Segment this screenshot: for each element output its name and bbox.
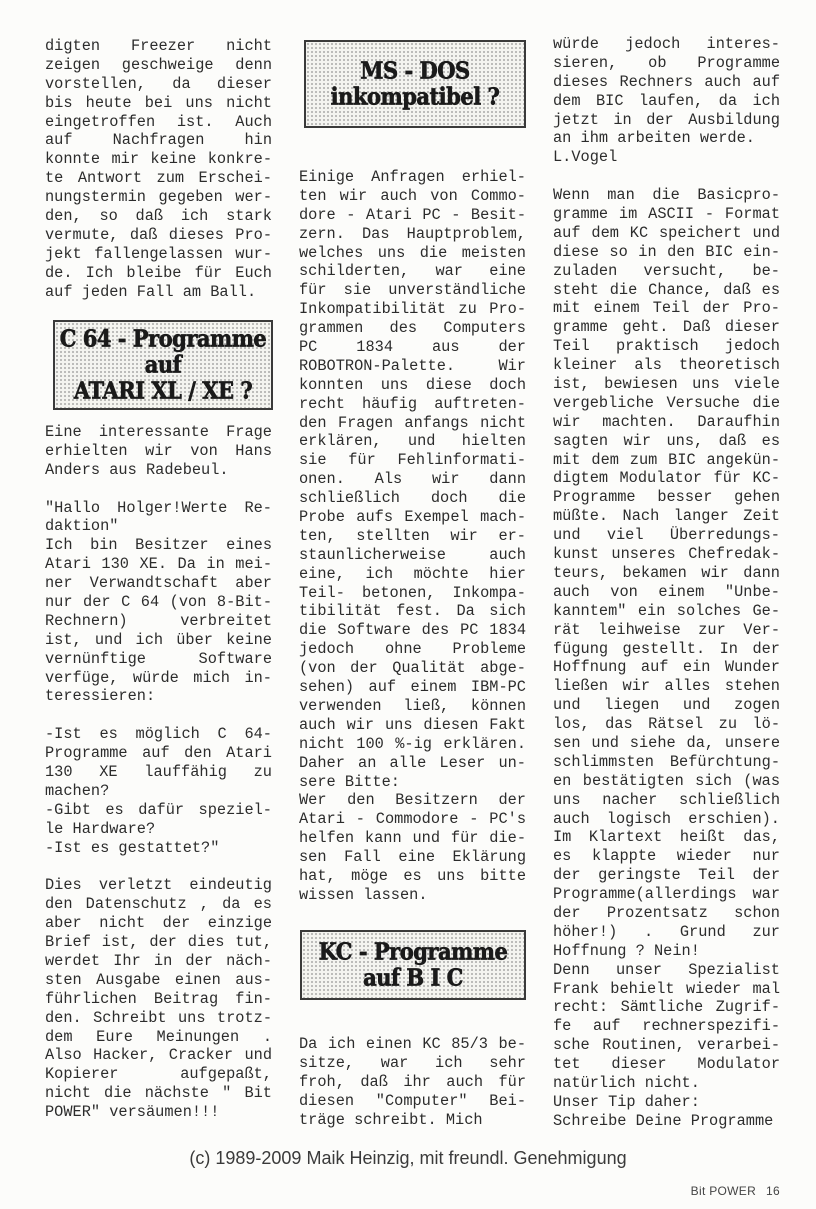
text-line: dem BIC laufen, da ich [553, 91, 780, 110]
text-line: hat, möge es uns bitte [299, 866, 526, 885]
text-block [45, 37, 272, 301]
blank-line [45, 480, 272, 499]
text-line: ROBOTRON-Palette. Wir [299, 356, 526, 375]
text-line: den Fragen anfangs nicht [299, 413, 526, 432]
text-line: dore - Atari PC - Besit- [299, 205, 526, 224]
text-line: Anders aus Radebeul. [45, 460, 229, 479]
text-line: Dies verletzt eindeutig [45, 876, 272, 895]
text-line: nicht die nächste " Bit [45, 1084, 272, 1103]
text-line: konnte mir keine konkre- [45, 150, 272, 169]
blank-line [553, 167, 780, 186]
text-line: le Hardware? [45, 819, 156, 838]
text-line: zuladen versucht, be- [553, 261, 780, 280]
text-line: Da ich einen KC 85/3 be- [299, 1035, 526, 1053]
paragraph [553, 186, 780, 961]
text-line: daktion" [45, 517, 119, 536]
section-heading-line: auf B I C [363, 963, 463, 992]
paragraph [45, 37, 272, 301]
paragraph [299, 168, 526, 791]
text-line: Eine interessante Frage [45, 423, 272, 441]
text-line: fügung gestellt. In der [553, 639, 780, 658]
section-heading-line: ATARI XL / XE ? [73, 376, 253, 405]
text-line: Inkompatibilität zu Pro- [299, 300, 526, 319]
text-line: welches uns die meisten [299, 243, 526, 262]
text-line: Ich bin Besitzer eines [45, 536, 272, 555]
text-line: und viel Überredungs- [553, 526, 780, 545]
text-line: Brief ist, der dies tut, [45, 933, 272, 952]
text-line: ner Verwandtschaft aber [45, 574, 272, 593]
text-line: grammen des Computers [299, 319, 526, 338]
text-line: Atari 130 XE. Da in mei- [45, 555, 272, 574]
text-line: natürlich nicht. [553, 1073, 700, 1092]
text-line: teressieren: [45, 687, 156, 706]
text-line: vorstellen, da dieser [45, 74, 272, 93]
text-line: vergebliche Versuche die [553, 393, 780, 412]
text-line: digtem Modulator für KC- [553, 469, 780, 488]
text-line: zeigen geschweige denn [45, 55, 272, 74]
text-line: höher!) . Grund zur [553, 922, 780, 941]
text-line: gramme geht. Daß dieser [553, 318, 780, 337]
text-line: auf Nachfragen hin [45, 131, 272, 150]
text-line: erhielten wir von Hans [45, 441, 272, 460]
text-line: Daher an alle Leser un- [299, 753, 526, 772]
blank-line [45, 706, 272, 725]
text-line: Kopierer aufgepaßt, [45, 1065, 272, 1084]
text-line: ist, und ich über keine [45, 630, 272, 649]
text-line: jetzt in der Ausbildung [553, 110, 780, 129]
text-line: für sie unverständliche [299, 281, 526, 300]
text-line: Probe aufs Exempel mach- [299, 508, 526, 527]
text-line: träge schreibt. Mich [299, 1110, 483, 1129]
text-line: auf jeden Fall am Ball. [45, 282, 257, 301]
text-line: tibilität fest. Da sich [299, 602, 526, 621]
text-line: Wenn man die Basicpro- [553, 186, 780, 205]
magazine-name: Bit POWER [690, 1184, 757, 1198]
text-line: staunlicherweise auch [299, 545, 526, 564]
copyright-notice: (c) 1989-2009 Maik Heinzig, mit freundl. Genehmigung [189, 1148, 627, 1168]
text-line: froh, daß ihr auch für [299, 1072, 526, 1091]
paragraph [45, 801, 272, 839]
text-line: wissen lassen. [299, 885, 428, 904]
text-line: auf dem KC speichert und [553, 223, 780, 242]
text-line: würde jedoch interes- [553, 35, 780, 53]
text-line: recht: Sämtliche Zugrif- [553, 998, 780, 1017]
text-line: diesen "Computer" Bei- [299, 1091, 526, 1110]
paragraph [299, 791, 526, 904]
text-line: rät leihweise zur Ver- [553, 620, 780, 639]
text-line: uns nacher schließlich [553, 790, 780, 809]
text-line: diese so in den BIC ein- [553, 242, 780, 261]
text-line: de. Ich bleibe für Euch [45, 263, 272, 282]
section-heading-line: C 64 - Programme [59, 324, 267, 353]
section-heading-line: MS - DOS [360, 56, 470, 85]
text-line: verfüge, würde mich in- [45, 668, 272, 687]
text-line: Programme auf den Atari [45, 744, 272, 763]
text-line: an ihm arbeiten werde. [553, 129, 755, 148]
paragraph [45, 536, 272, 706]
blank-line [45, 857, 272, 876]
text-line: Programme besser gehen [553, 488, 780, 507]
text-line: helfen kann und für die- [299, 829, 526, 848]
text-line: sen und siehe da, unsere [553, 733, 780, 752]
paragraph [553, 961, 780, 1093]
text-line: ten, stellten wir er- [299, 526, 526, 545]
text-line: eingetroffen ist. Auch [45, 112, 272, 131]
text-line: sitze, war ich sehr [299, 1053, 526, 1072]
text-line: sie für Fehlinformati- [299, 451, 526, 470]
text-line: kleiner als theoretisch [553, 356, 780, 375]
section-heading-box [300, 930, 526, 1000]
paragraph [45, 423, 272, 480]
text-line: die Software des PC 1834 [299, 621, 526, 640]
text-line: digten Freezer nicht [45, 37, 272, 55]
text-line: es klappte wieder nur [553, 847, 780, 866]
text-line: 130 XE lauffähig zu [45, 763, 272, 782]
text-line: schließlich doch die [299, 489, 526, 508]
text-line: der geringste Teil der [553, 866, 780, 885]
text-line: mit dem zum BIC angekün- [553, 450, 780, 469]
text-line: Einige Anfragen erhiel- [299, 168, 526, 186]
text-line: teurs, bekamen wir dann [553, 563, 780, 582]
text-line: kunst unseres Chefredak- [553, 545, 780, 564]
page-number: 16 [766, 1184, 780, 1198]
text-line: wir machten. Daraufhin [553, 412, 780, 431]
text-block [299, 168, 526, 905]
text-line: auch wir uns diesen Fakt [299, 715, 526, 734]
text-line: bis heute bei uns nicht [45, 93, 272, 112]
text-line: "Hallo Holger!Werte Re- [45, 498, 272, 517]
paragraph [45, 876, 272, 1122]
text-line: aber nicht der einzige [45, 914, 272, 933]
text-line: auch von einem "Unbe- [553, 582, 780, 601]
text-line: dem Eure Meinungen . [45, 1027, 272, 1046]
text-line: eine, ich möchte hier [299, 564, 526, 583]
text-line: gramme im ASCII - Format [553, 205, 780, 224]
text-line: ist, bewiesen uns viele [553, 375, 780, 394]
text-line: konnten uns diese doch [299, 375, 526, 394]
text-line: nicht 100 %-ig erklären. [299, 734, 526, 753]
text-line: den, so daß ich stark [45, 207, 272, 226]
text-line: kanntem" ein solches Ge- [553, 601, 780, 620]
text-line: -Ist es möglich C 64- [45, 725, 272, 744]
text-line: L.Vogel [553, 148, 618, 167]
text-line: jekt fallengelassen wur- [45, 244, 272, 263]
text-line: Unser Tip daher: [553, 1092, 700, 1111]
text-line: Hoffnung ? Nein! [553, 941, 700, 960]
section-heading-line: KC - Programme [318, 937, 508, 966]
text-line: vernünftige Software [45, 649, 272, 668]
section-heading-box [304, 40, 526, 128]
paragraph [553, 1112, 780, 1131]
text-line: sen Fall eine Eklärung [299, 848, 526, 867]
text-block [299, 1035, 526, 1129]
text-line: Teil praktisch jedoch [553, 337, 780, 356]
section-heading-line: inkompatibel ? [330, 82, 500, 111]
text-line: POWER" versäumen!!! [45, 1103, 220, 1122]
page-footer [681, 1184, 780, 1198]
text-line: jedoch ohne Probleme [299, 640, 526, 659]
paragraph [45, 499, 272, 537]
text-line: werdet Ihr in der näch- [45, 951, 272, 970]
text-line: en bestätigten sich (was [553, 771, 780, 790]
text-line: Also Hacker, Cracker und [45, 1046, 272, 1065]
text-line: ten wir auch von Commo- [299, 186, 526, 205]
text-line: Denn unser Spezialist [553, 960, 780, 979]
text-line: auch logisch erschien). [553, 809, 780, 828]
section-heading-box [53, 320, 273, 410]
text-line: nungstermin gegeben wer- [45, 188, 272, 207]
text-line: sehen) auf einem IBM-PC [299, 678, 526, 697]
section-heading-line: auf [144, 350, 182, 379]
text-line: los, das Rätsel zu lö- [553, 715, 780, 734]
paragraph [553, 148, 780, 167]
text-line: onen. Als wir dann [299, 470, 526, 489]
text-line: recht häufig auftreten- [299, 394, 526, 413]
text-line: tet dieser Modulator [553, 1055, 780, 1074]
text-line: dieses Rechners auch auf [553, 72, 780, 91]
text-line: nur der C 64 (von 8-Bit- [45, 593, 272, 612]
paragraph [45, 839, 272, 858]
text-line: und liegen und zogen [553, 696, 780, 715]
text-line: Programme(allerdings war [553, 885, 780, 904]
paragraph [45, 725, 272, 801]
text-line: müßte. Nach langer Zeit [553, 507, 780, 526]
text-line: sagten wir uns, daß es [553, 431, 780, 450]
text-line: -Ist es gestattet?" [45, 838, 220, 857]
text-line: Teil- betonen, Inkompa- [299, 583, 526, 602]
text-line: Schreibe Deine Programme [553, 1111, 774, 1130]
text-line: machen? [45, 781, 110, 800]
text-line: Im Klartext heißt das, [553, 828, 780, 847]
text-line: den Datenschutz , da es [45, 895, 272, 914]
text-line: verwenden ließ, können [299, 696, 526, 715]
text-line: sche Routinen, verarbei- [553, 1036, 780, 1055]
paragraph [553, 1093, 780, 1112]
text-line: sten Ausgabe einen aus- [45, 970, 272, 989]
text-line: PC 1834 aus der [299, 338, 526, 357]
text-block [553, 35, 780, 1131]
text-line: Rechnern) verbreitet [45, 611, 272, 630]
text-line: Atari - Commodore - PC's [299, 810, 526, 829]
paragraph [299, 1035, 526, 1129]
text-line: steht die Chance, daß es [553, 280, 780, 299]
text-line: (von der Qualität abge- [299, 659, 526, 678]
text-line: te Antwort zum Erschei- [45, 169, 272, 188]
text-line: ließen wir alles stehen [553, 677, 780, 696]
text-line: Hoffnung auf ein Wunder [553, 658, 780, 677]
text-line: den. Schreibt uns trotz- [45, 1008, 272, 1027]
text-line: schlimmsten Befürchtung- [553, 752, 780, 771]
text-line: vermute, daß dieses Pro- [45, 225, 272, 244]
text-line: zern. Das Hauptproblem, [299, 224, 526, 243]
text-line: der Prozentsatz schon [553, 903, 780, 922]
text-line: sere Bitte: [299, 772, 400, 791]
text-line: führlichen Beitrag fin- [45, 989, 272, 1008]
text-line: schilderten, war eine [299, 262, 526, 281]
text-line: fe auf rechnerspezifi- [553, 1017, 780, 1036]
text-line: -Gibt es dafür speziel- [45, 800, 272, 819]
text-line: sieren, ob Programme [553, 53, 780, 72]
text-line: Wer den Besitzern der [299, 791, 526, 810]
paragraph [553, 35, 780, 148]
text-line: mit einem Teil der Pro- [553, 299, 780, 318]
text-block [45, 423, 272, 1122]
text-line: erklären, und hielten [299, 432, 526, 451]
text-line: Frank behielt wieder mal [553, 979, 780, 998]
